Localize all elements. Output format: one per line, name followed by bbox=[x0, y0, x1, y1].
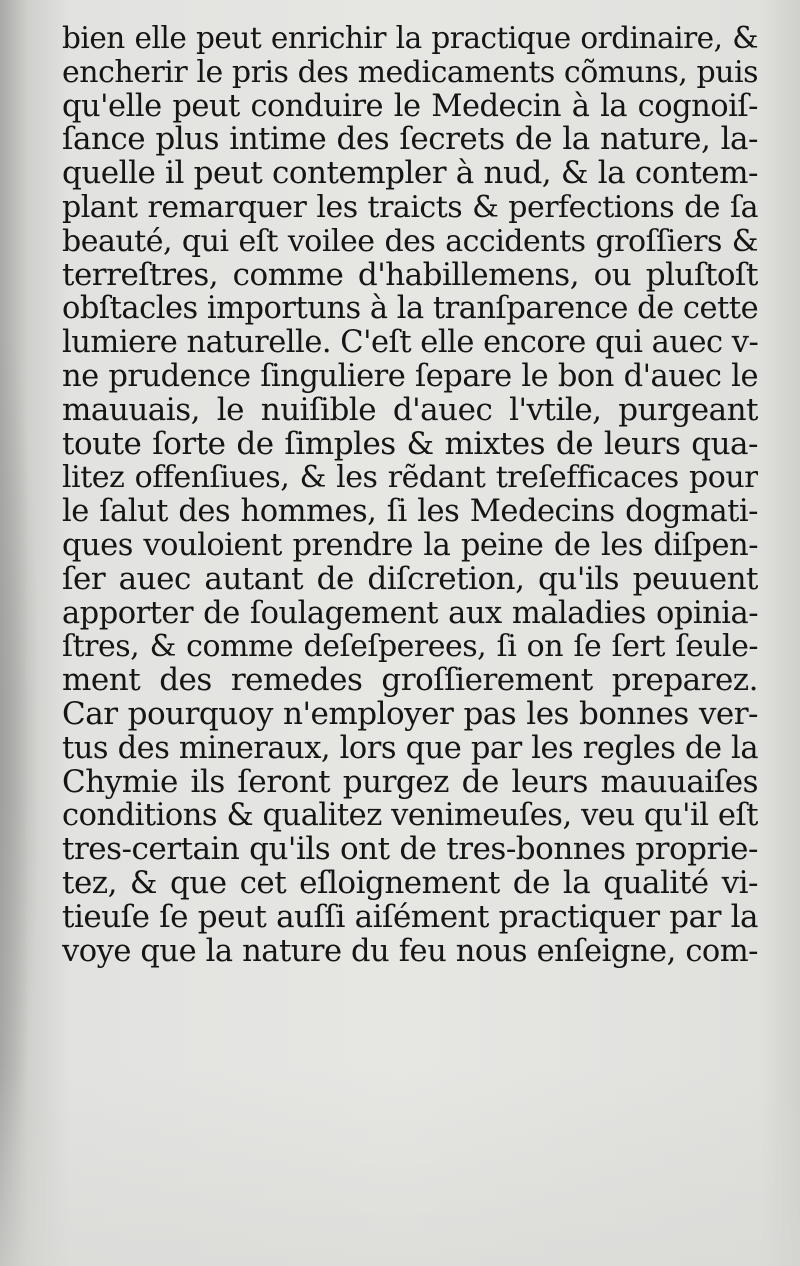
body-text bbox=[62, 22, 758, 968]
text-line: le ſalut des hommes, ſi les Medecins dogmati- bbox=[62, 495, 758, 529]
text-line: qu'elle peut conduire le Medecin à la cognoiſ- bbox=[62, 89, 758, 124]
page-stain bbox=[0, 300, 40, 1200]
text-line: lumiere naturelle. C'eſt elle encore qui auec v- bbox=[62, 326, 758, 360]
text-line: plant remarquer les traicts & perfections de ſa bbox=[62, 190, 758, 225]
text-line: ſer auec autant de diſcretion, qu'ils peuuent bbox=[62, 562, 758, 597]
text-line: obſtacles importuns à la tranſparence de cette bbox=[62, 292, 758, 327]
text-line: litez offenſiues, & les rẽdant treſefficaces pour bbox=[62, 461, 758, 496]
text-line: beauté, qui eſt voilee des accidents groſſiers & bbox=[62, 224, 758, 259]
text-line: tres-certain qu'ils ont de tres-bonnes proprie- bbox=[62, 833, 758, 867]
text-line: terreſtres, comme d'habillemens, ou pluſtoſt bbox=[62, 258, 758, 293]
text-line: mauuais, le nuiſible d'auec l'vtile, purgeant bbox=[62, 393, 758, 428]
text-line: ne prudence ſinguliere ſepare le bon d'auec le bbox=[62, 359, 758, 394]
text-line: ment des remedes groſſierement preparez. bbox=[62, 664, 758, 698]
text-line: ſtres, & comme deſeſperees, ſi on ſe ſert ſeule- bbox=[62, 630, 758, 665]
text-line: tieuſe ſe peut auſſi aiſément practiquer par la bbox=[62, 900, 758, 935]
text-line: bien elle peut enrichir la practique ordinaire, & bbox=[62, 22, 758, 55]
text-line: ſance plus intime des ſecrets de la nature, la- bbox=[62, 123, 758, 158]
text-line: conditions & qualitez venimeuſes, veu qu'il eſt bbox=[62, 799, 758, 834]
text-line: quelle il peut contempler à nud, & la contem- bbox=[62, 157, 758, 191]
text-line: Chymie ils ſeront purgez de leurs mauuaiſes bbox=[62, 765, 758, 800]
text-line: tus des mineraux, lors que par les regles de la bbox=[62, 731, 758, 766]
text-line: ques vouloient prendre la peine de les diſpen- bbox=[62, 528, 758, 563]
text-line: voye que la nature du feu nous enſeigne, com- bbox=[62, 934, 758, 969]
text-line: toute ſorte de ſimples & mixtes de leurs qua- bbox=[62, 427, 758, 462]
text-line: Car pourquoy n'employer pas les bonnes ver- bbox=[62, 697, 758, 732]
text-line: tez, & que cet eſloignement de la qualité vi- bbox=[62, 866, 758, 901]
page-shadow bbox=[0, 1066, 800, 1266]
text-line: apporter de ſoulagement aux maladies opinia- bbox=[62, 596, 758, 631]
text-line: encherir le pris des medicaments cõmuns, puis bbox=[62, 55, 758, 90]
